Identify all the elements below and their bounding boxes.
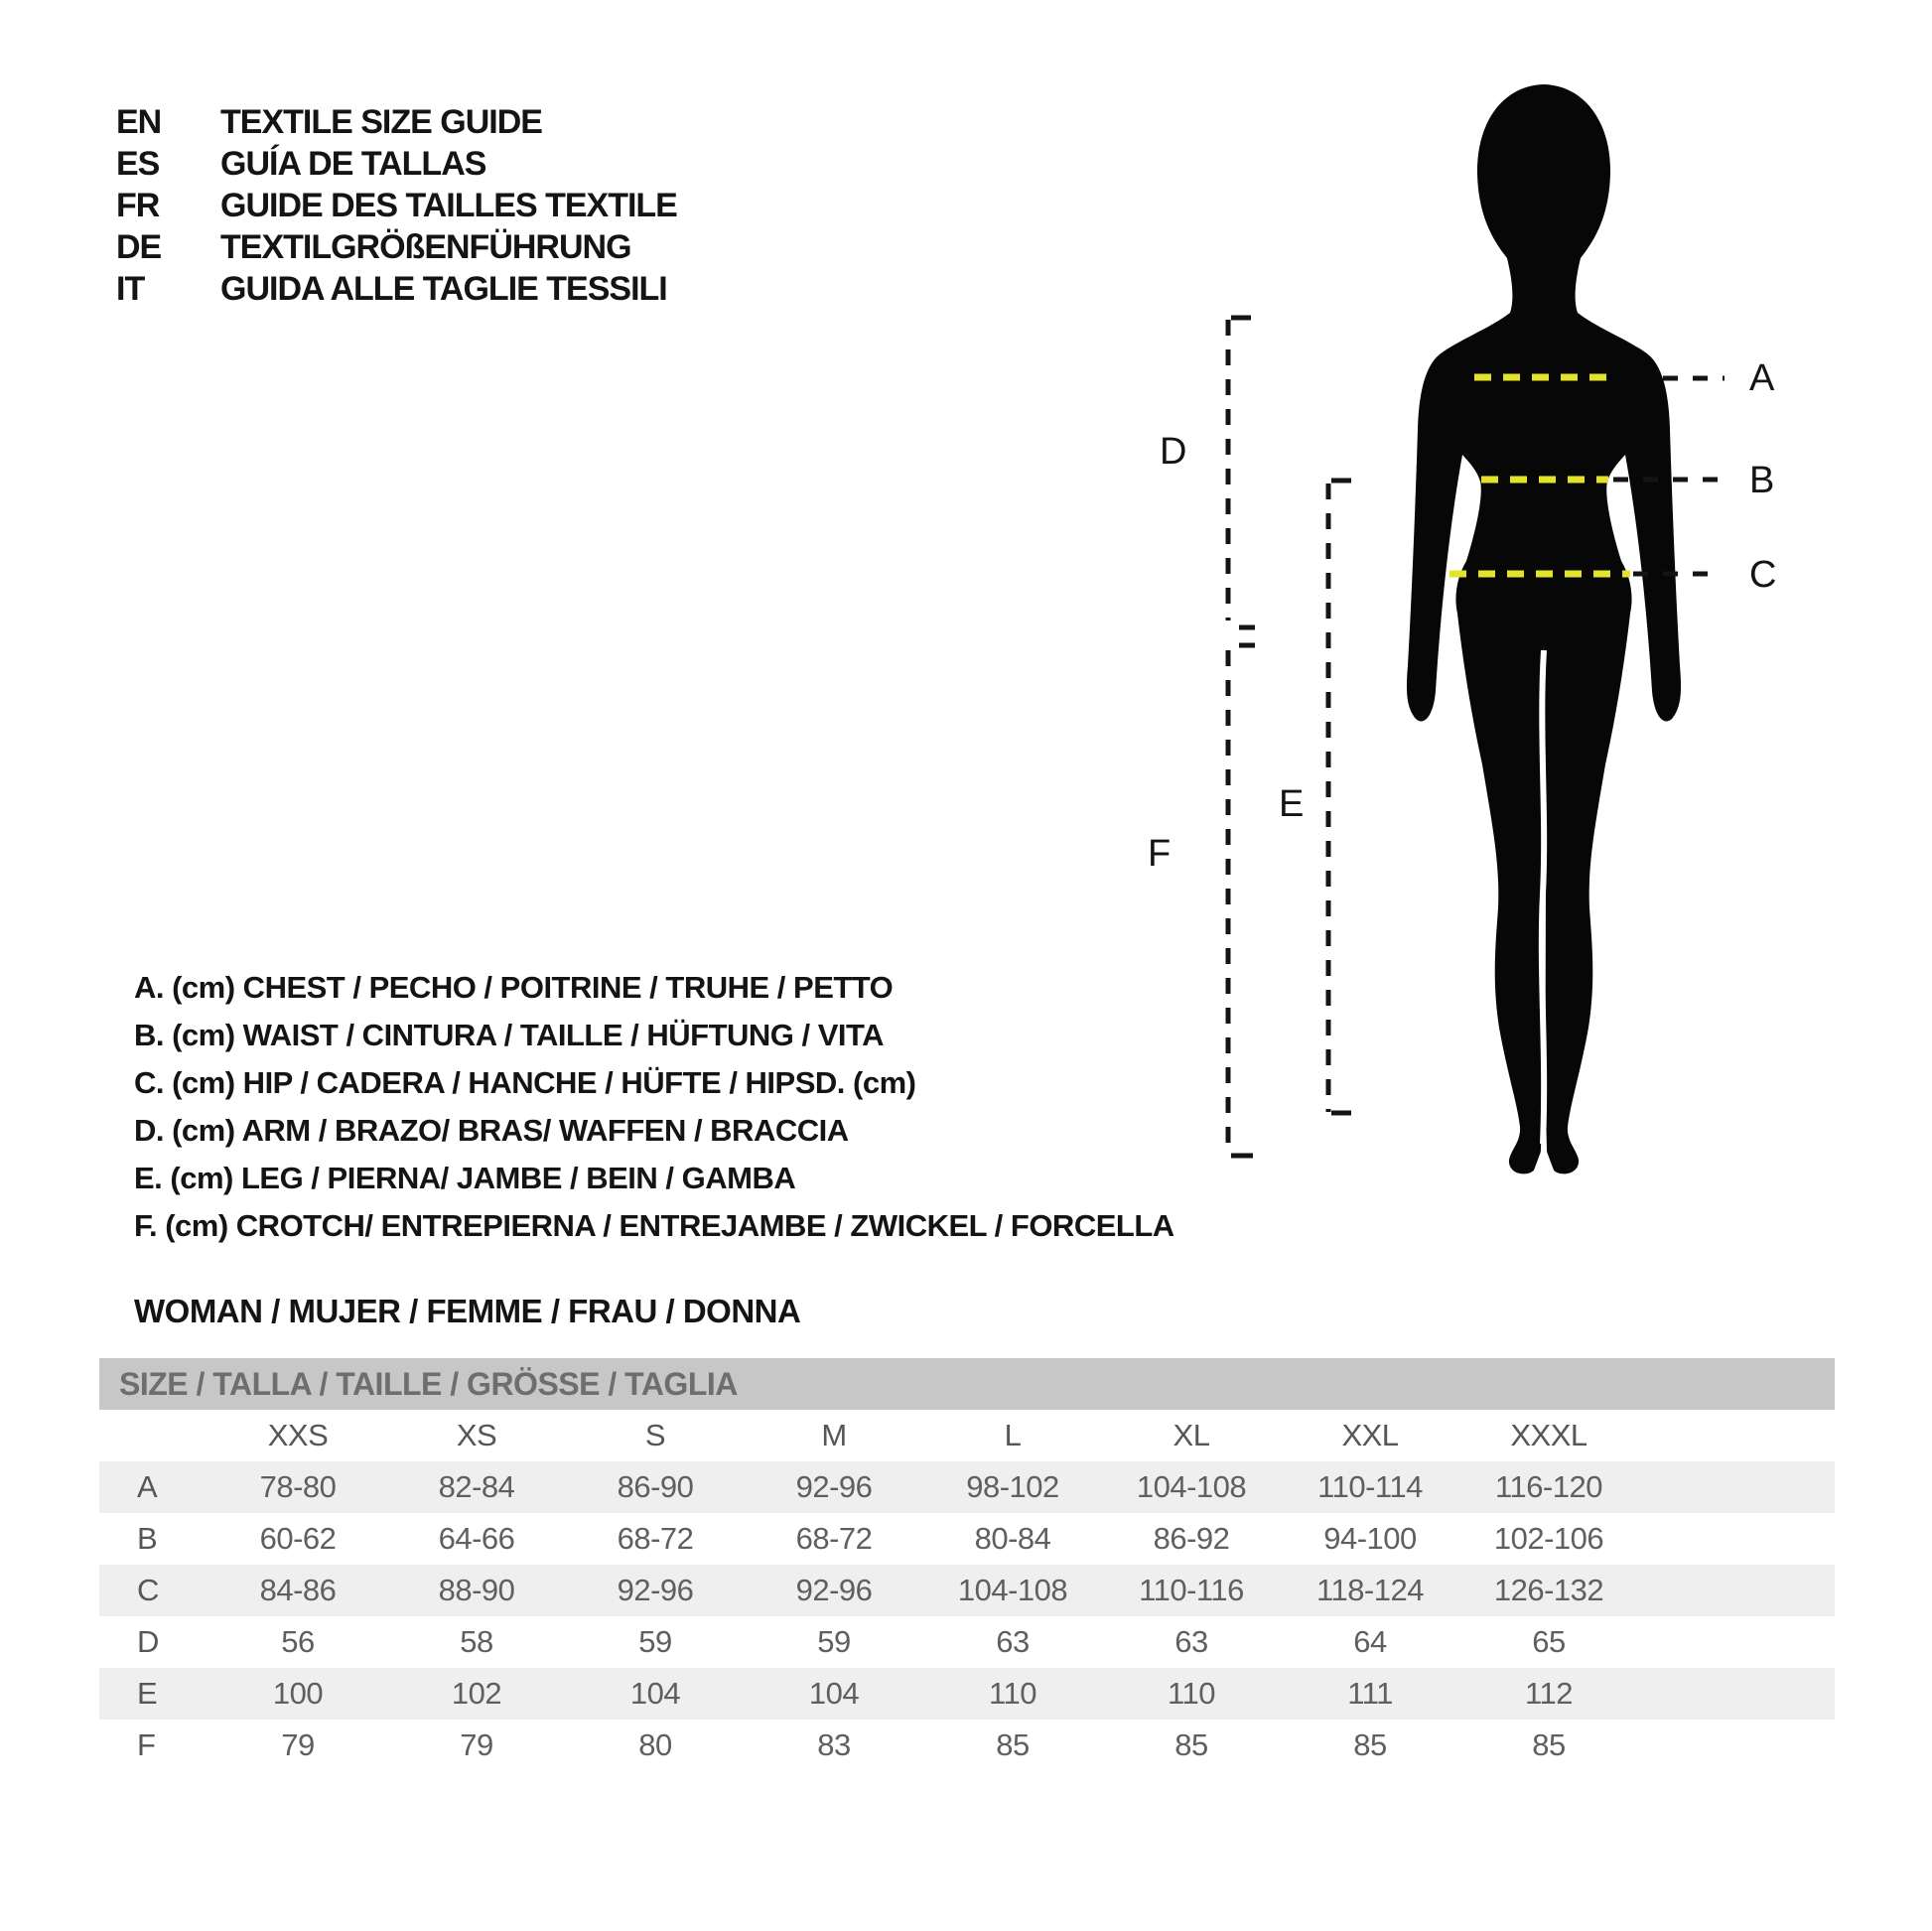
size-value-cell: 64	[1353, 1624, 1387, 1659]
size-header-empty	[99, 1410, 208, 1461]
size-value-cell: 112	[1525, 1676, 1573, 1711]
guide-title: GUIDE DES TAILLES TEXTILE	[220, 186, 677, 224]
size-value-cell: 85	[1532, 1727, 1566, 1762]
size-value-cell: 60-62	[259, 1521, 337, 1556]
size-value-cell: 63	[996, 1624, 1030, 1659]
language-row	[116, 268, 677, 310]
size-table-row	[99, 1616, 1835, 1668]
size-column-header: XXS	[267, 1418, 329, 1452]
body-measurement-diagram	[1122, 60, 1876, 1291]
size-value-cell: 65	[1532, 1624, 1566, 1659]
leg-gap	[1542, 650, 1544, 1144]
size-value-cell: 59	[638, 1624, 672, 1659]
size-value-cell: 68-72	[795, 1521, 873, 1556]
legend-line-hip: C. (cm) HIP / CADERA / HANCHE / HÜFTE / HIPSD. (cm)	[134, 1065, 916, 1100]
size-value-cell: 104	[808, 1676, 860, 1711]
language-row	[116, 143, 677, 185]
size-value-cell: 59	[817, 1624, 851, 1659]
size-table-row	[99, 1565, 1835, 1616]
row-filler	[1638, 1720, 1835, 1771]
language-code: DE	[116, 227, 162, 266]
size-header-row	[99, 1410, 1835, 1461]
measurement-row-label: E	[137, 1676, 158, 1711]
guide-title: TEXTILGRÖßENFÜHRUNG	[220, 227, 631, 266]
size-value-cell: 92-96	[795, 1573, 873, 1607]
legend-line-leg: E. (cm) LEG / PIERNA/ JAMBE / BEIN / GAMBA	[134, 1161, 796, 1195]
marker-label-chest: A	[1749, 357, 1774, 399]
size-value-cell: 83	[817, 1727, 851, 1762]
size-value-cell: 80	[638, 1727, 672, 1762]
legend-line-crotch: F. (cm) CROTCH/ ENTREPIERNA / ENTREJAMBE / ZWICKEL / FORCELLA	[134, 1208, 1174, 1243]
size-column-header: XL	[1173, 1418, 1210, 1452]
size-value-cell: 79	[460, 1727, 493, 1762]
language-code: IT	[116, 269, 145, 308]
row-filler	[1638, 1565, 1835, 1616]
size-value-cell: 110	[1168, 1676, 1215, 1711]
size-value-cell: 84-86	[259, 1573, 337, 1607]
size-value-cell: 104	[629, 1676, 681, 1711]
size-value-cell: 104-108	[1136, 1469, 1247, 1504]
size-table-section	[99, 1358, 1835, 1771]
size-value-cell: 63	[1174, 1624, 1208, 1659]
size-value-cell: 110-116	[1139, 1573, 1244, 1607]
guide-title: TEXTILE SIZE GUIDE	[220, 102, 542, 141]
size-value-cell: 94-100	[1323, 1521, 1417, 1556]
size-column-header: S	[644, 1418, 666, 1452]
size-column-header: L	[1004, 1418, 1022, 1452]
size-table-row	[99, 1461, 1835, 1513]
size-value-cell: 102	[451, 1676, 502, 1711]
size-column-header: XXXL	[1510, 1418, 1587, 1452]
size-value-cell: 104-108	[957, 1573, 1068, 1607]
language-code: ES	[116, 144, 160, 183]
size-value-cell: 88-90	[438, 1573, 515, 1607]
language-row	[116, 226, 677, 268]
size-value-cell: 68-72	[617, 1521, 694, 1556]
size-table-header-bar: SIZE / TALLA / TAILLE / GRÖSSE / TAGLIA	[99, 1358, 1835, 1410]
size-value-cell: 86-90	[617, 1469, 694, 1504]
size-column-header: XS	[456, 1418, 497, 1452]
size-value-cell: 92-96	[795, 1469, 873, 1504]
measurement-legend	[134, 964, 1174, 1250]
legend-line-chest: A. (cm) CHEST / PECHO / POITRINE / TRUHE / PETTO	[134, 970, 894, 1005]
legend-line-arm: D. (cm) ARM / BRAZO/ BRAS/ WAFFEN / BRACCIA	[134, 1113, 849, 1148]
size-value-cell: 85	[996, 1727, 1030, 1762]
audience-title: WOMAN / MUJER / FEMME / FRAU / DONNA	[134, 1293, 801, 1329]
marker-label-waist: B	[1749, 460, 1774, 501]
guide-title: GUIDA ALLE TAGLIE TESSILI	[220, 269, 667, 308]
size-value-cell: 116-120	[1495, 1469, 1602, 1504]
size-value-cell: 110	[989, 1676, 1036, 1711]
row-filler	[1638, 1461, 1835, 1513]
size-value-cell: 86-92	[1153, 1521, 1230, 1556]
size-value-cell: 78-80	[259, 1469, 337, 1504]
marker-label-leg: E	[1279, 783, 1304, 825]
size-table-row	[99, 1513, 1835, 1565]
measurement-row-label: D	[137, 1624, 159, 1659]
row-filler	[1638, 1513, 1835, 1565]
size-column-header: M	[821, 1418, 847, 1452]
size-value-cell: 79	[281, 1727, 315, 1762]
size-table-row	[99, 1668, 1835, 1720]
measurement-row-label: B	[137, 1521, 158, 1556]
guide-title: GUÍA DE TALLAS	[220, 144, 486, 183]
marker-label-arm: D	[1160, 431, 1186, 473]
legend-line-waist: B. (cm) WAIST / CINTURA / TAILLE / HÜFTUNG / VITA	[134, 1018, 885, 1052]
size-value-cell: 92-96	[617, 1573, 694, 1607]
size-table-row	[99, 1720, 1835, 1771]
size-table	[99, 1410, 1835, 1771]
size-value-cell: 100	[272, 1676, 324, 1711]
language-title-block	[116, 101, 677, 310]
size-value-cell: 111	[1347, 1676, 1393, 1711]
marker-label-hip: C	[1749, 554, 1776, 596]
row-filler	[1638, 1668, 1835, 1720]
measure-line-e	[1328, 481, 1351, 1113]
size-value-cell: 58	[460, 1624, 493, 1659]
language-code: EN	[116, 102, 162, 141]
size-value-cell: 82-84	[438, 1469, 515, 1504]
measure-line-d-f	[1228, 318, 1255, 1156]
marker-label-crotch: F	[1148, 833, 1171, 875]
row-filler	[1638, 1616, 1835, 1668]
size-value-cell: 56	[281, 1624, 315, 1659]
size-value-cell: 85	[1174, 1727, 1208, 1762]
measurement-row-label: F	[137, 1727, 156, 1762]
measurement-row-label: C	[137, 1573, 159, 1607]
language-code: FR	[116, 186, 160, 224]
size-value-cell: 98-102	[966, 1469, 1059, 1504]
size-value-cell: 102-106	[1493, 1521, 1604, 1556]
size-header-filler	[1638, 1410, 1835, 1461]
size-value-cell: 118-124	[1316, 1573, 1424, 1607]
language-row	[116, 185, 677, 226]
language-row	[116, 101, 677, 143]
size-value-cell: 80-84	[974, 1521, 1051, 1556]
size-value-cell: 85	[1353, 1727, 1387, 1762]
size-value-cell: 126-132	[1493, 1573, 1604, 1607]
measurement-row-label: A	[137, 1469, 158, 1504]
size-column-header: XXL	[1341, 1418, 1399, 1452]
size-value-cell: 64-66	[438, 1521, 515, 1556]
size-value-cell: 110-114	[1317, 1469, 1423, 1504]
